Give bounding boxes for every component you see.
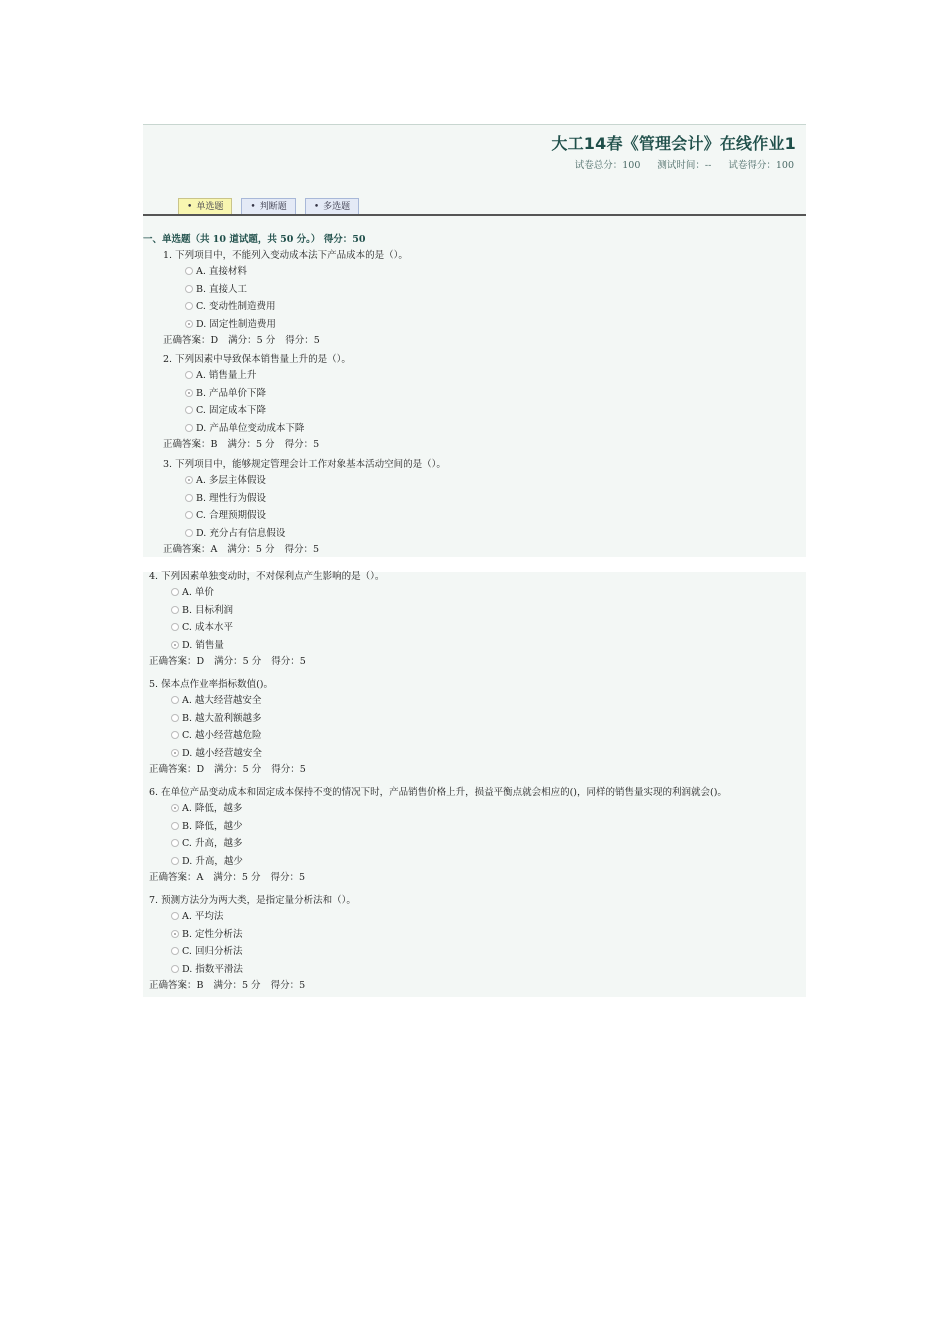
bullet-icon: • [313, 202, 320, 212]
section-heading: 一、单选题（共 10 道试题，共 50 分。） 得分：50 [143, 234, 366, 245]
option-label: D. 产品单位变动成本下降 [196, 422, 305, 434]
answer-score: 得分：5 [285, 335, 320, 346]
option-label: C. 成本水平 [182, 622, 233, 633]
option-row[interactable] [149, 745, 316, 763]
option-row[interactable] [149, 692, 316, 710]
bullet-icon: • [187, 202, 193, 212]
radio-button[interactable] [171, 947, 179, 955]
option-row[interactable] [149, 908, 356, 926]
radio-button[interactable] [185, 424, 193, 432]
question-1 [163, 249, 408, 348]
option-row[interactable] [163, 472, 446, 490]
option-label: C. 变动性制造费用 [196, 301, 276, 312]
answer-score: 得分：5 [271, 656, 306, 667]
option-row[interactable] [149, 800, 727, 818]
radio-button[interactable] [185, 320, 193, 328]
option-label: C. 固定成本下降 [196, 405, 266, 416]
option-label: D. 充分占有信息假设 [196, 527, 286, 539]
answer-full: 满分：5 分 [227, 439, 275, 450]
question-text: 5. 保本点作业率指标数值()。 [149, 679, 273, 690]
question-type-tabs [178, 194, 363, 212]
option-label: B. 目标利润 [182, 604, 234, 616]
answer-line [163, 438, 351, 452]
answer-full: 满分：5 分 [228, 335, 276, 346]
test-time: 测试时间：-- [657, 160, 712, 171]
option-row[interactable] [163, 490, 446, 508]
answer-answer: 正确答案：B [149, 980, 204, 991]
radio-button[interactable] [171, 714, 179, 722]
question-6 [149, 786, 727, 885]
question-7 [149, 894, 356, 993]
answer-full: 满分：5 分 [214, 764, 262, 775]
option-label: A. 单价 [182, 587, 214, 598]
option-label: A. 销售量上升 [196, 370, 257, 381]
option-row[interactable] [149, 727, 316, 745]
radio-button[interactable] [171, 912, 179, 920]
radio-button[interactable] [185, 285, 193, 293]
option-row[interactable] [149, 637, 384, 655]
answer-score: 得分：5 [270, 980, 306, 991]
tab-label: 判断题 [259, 202, 287, 212]
option-row[interactable] [163, 316, 408, 334]
bullet-icon: • [250, 202, 256, 212]
exam-title: 大工14春《管理会计》在线作业1 [551, 134, 796, 153]
paper-score: 试卷得分：100 [728, 160, 794, 171]
option-row[interactable] [163, 385, 351, 403]
radio-button[interactable] [185, 406, 193, 414]
option-row[interactable] [149, 584, 384, 602]
radio-button[interactable] [171, 749, 179, 757]
radio-button[interactable] [171, 804, 179, 812]
option-row[interactable] [149, 602, 384, 620]
option-label: C. 合理预期假设 [196, 510, 266, 521]
answer-line [163, 543, 446, 557]
radio-button[interactable] [171, 606, 179, 614]
radio-button[interactable] [185, 371, 193, 379]
radio-button[interactable] [171, 588, 179, 596]
option-label: A. 降低，越多 [182, 803, 243, 814]
option-row[interactable] [163, 420, 351, 438]
answer-answer: 正确答案：D [149, 764, 205, 775]
option-row[interactable] [163, 298, 408, 316]
option-label: B. 产品单价下降 [196, 387, 267, 399]
tab-label: 多选题 [323, 202, 351, 212]
option-row[interactable] [149, 619, 384, 637]
answer-full: 满分：5 分 [213, 872, 261, 883]
radio-button[interactable] [185, 302, 193, 310]
answer-score: 得分：5 [271, 764, 306, 775]
question-4 [149, 570, 384, 669]
answer-full: 满分：5 分 [227, 544, 275, 555]
radio-button[interactable] [171, 965, 179, 973]
radio-button[interactable] [185, 267, 193, 275]
option-row[interactable] [149, 853, 727, 871]
option-label: C. 越小经营越危险 [182, 730, 262, 741]
question-3 [163, 458, 446, 557]
answer-line [149, 979, 356, 993]
option-label: B. 直接人工 [196, 283, 248, 295]
answer-line [149, 655, 384, 669]
option-label: B. 越大盈利额越多 [182, 712, 262, 724]
answer-full: 满分：5 分 [213, 980, 261, 991]
option-row[interactable] [149, 943, 356, 961]
answer-score: 得分：5 [284, 439, 320, 450]
exam-panel-2 [143, 572, 806, 997]
radio-button[interactable] [185, 476, 193, 484]
option-label: D. 固定性制造费用 [196, 318, 276, 330]
option-label: D. 销售量 [182, 639, 224, 651]
option-row[interactable] [149, 818, 727, 836]
answer-answer: 正确答案：D [163, 335, 219, 346]
answer-answer: 正确答案：A [149, 872, 204, 883]
option-label: A. 越大经营越安全 [182, 695, 262, 706]
question-5 [149, 678, 316, 777]
radio-button[interactable] [185, 389, 193, 397]
option-label: B. 理性行为假设 [196, 492, 267, 504]
exam-panel-1 [143, 124, 806, 557]
answer-line [149, 763, 316, 777]
option-row[interactable] [149, 710, 316, 728]
radio-button[interactable] [171, 930, 179, 938]
tab-single-choice[interactable] [178, 198, 232, 215]
option-row[interactable] [163, 525, 446, 543]
tab-true-false[interactable] [241, 198, 295, 215]
question-text: 2. 下列因素中导致保本销售量上升的是（）。 [163, 354, 351, 365]
option-row[interactable] [163, 281, 408, 299]
answer-line [163, 334, 408, 348]
option-label: A. 直接材料 [196, 266, 247, 277]
option-row[interactable] [149, 961, 356, 979]
radio-button[interactable] [185, 494, 193, 502]
total-score: 试卷总分：100 [574, 160, 641, 171]
radio-button[interactable] [185, 511, 193, 519]
question-text: 1. 下列项目中，不能列入变动成本法下产品成本的是（）。 [163, 250, 408, 261]
option-label: C. 回归分析法 [182, 946, 243, 957]
exam-info [561, 157, 794, 171]
option-label: B. 降低，越少 [182, 820, 243, 832]
question-text: 6. 在单位产品变动成本和固定成本保持不变的情况下时，产品销售价格上升，损益平衡点就会相应的()，同样的销售量实现的利润就会()。 [149, 787, 727, 798]
answer-answer: 正确答案：A [163, 544, 218, 555]
answer-answer: 正确答案：B [163, 439, 218, 450]
tab-multiple-choice[interactable] [305, 198, 359, 215]
option-label: D. 指数平滑法 [182, 963, 243, 975]
option-label: C. 升高，越多 [182, 838, 243, 849]
radio-button[interactable] [171, 696, 179, 704]
tab-divider [143, 214, 806, 216]
tab-label: 单选题 [196, 202, 224, 212]
option-row[interactable] [163, 263, 408, 281]
radio-button[interactable] [171, 857, 179, 865]
radio-button[interactable] [171, 641, 179, 649]
radio-button[interactable] [171, 623, 179, 631]
answer-score: 得分：5 [270, 872, 305, 883]
option-label: A. 多层主体假设 [196, 475, 266, 486]
answer-line [149, 871, 727, 885]
radio-button[interactable] [171, 822, 179, 830]
answer-full: 满分：5 分 [214, 656, 262, 667]
answer-answer: 正确答案：D [149, 656, 205, 667]
question-text: 3. 下列项目中，能够规定管理会计工作对象基本活动空间的是（）。 [163, 459, 446, 470]
question-text: 4. 下列因素单独变动时，不对保利点产生影响的是（）。 [149, 571, 385, 582]
question-2 [163, 353, 351, 452]
option-label: D. 越小经营越安全 [182, 747, 262, 759]
option-label: A. 平均法 [182, 911, 224, 922]
question-text: 7. 预测方法分为两大类，是指定量分析法和（）。 [149, 895, 356, 906]
option-row[interactable] [163, 402, 351, 420]
option-row[interactable] [163, 507, 446, 525]
option-row[interactable] [149, 926, 356, 944]
option-row[interactable] [149, 835, 727, 853]
radio-button[interactable] [171, 731, 179, 739]
option-row[interactable] [163, 367, 351, 385]
radio-button[interactable] [185, 529, 193, 537]
option-label: D. 升高，越少 [182, 855, 243, 867]
radio-button[interactable] [171, 839, 179, 847]
option-label: B. 定性分析法 [182, 928, 243, 940]
answer-score: 得分：5 [284, 544, 319, 555]
